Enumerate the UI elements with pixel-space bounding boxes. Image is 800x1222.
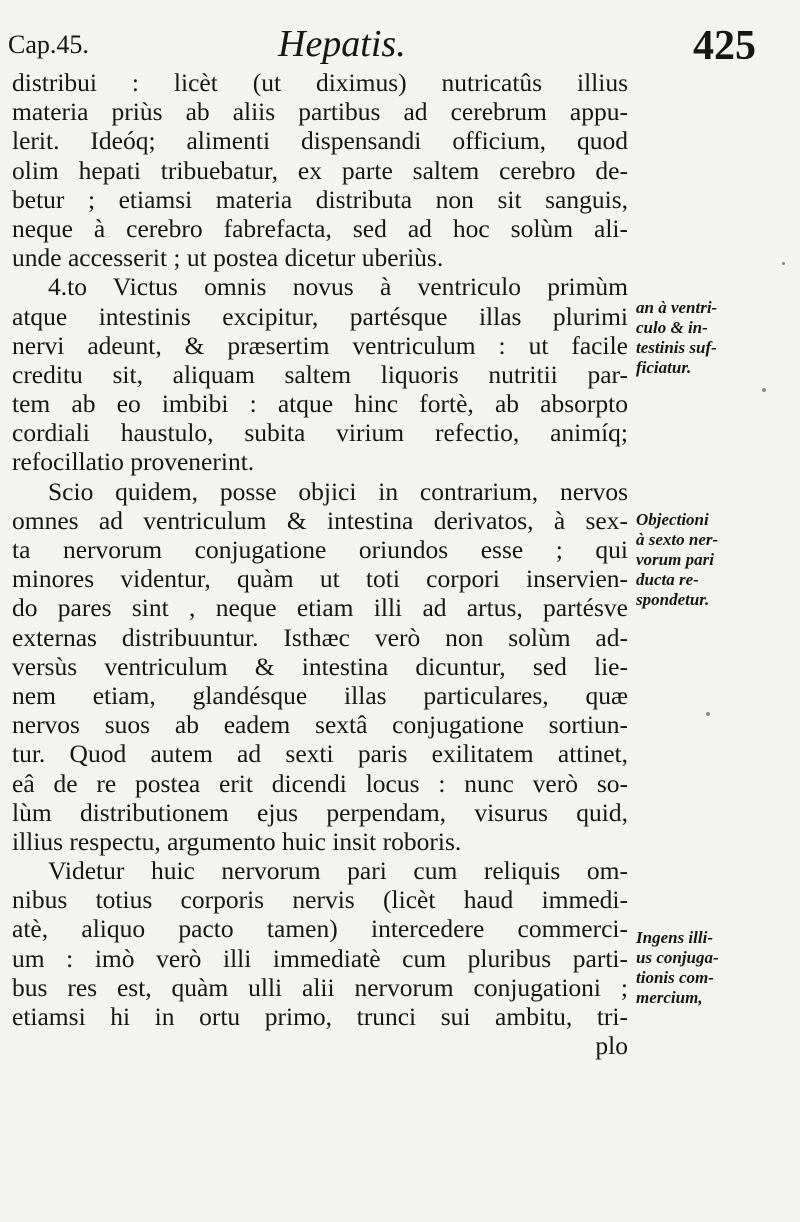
text-line: cordiali haustulo, subita virium refectio, animíq;: [12, 418, 628, 448]
text-line: Scio quidem, posse objici in contrarium, nervos: [48, 476, 628, 506]
margin-note-line: us conjuga-: [636, 948, 719, 967]
text-line: bus res est, quàm ulli alii nervorum conjugationi ;: [12, 972, 628, 1002]
catchword: plo: [595, 1031, 628, 1061]
text-line: illius respectu, argumento huic insit roboris.: [12, 826, 462, 856]
margin-note-line: Objectioni: [636, 510, 709, 529]
margin-note-line: mercium,: [636, 988, 703, 1007]
text-line: 4.to Victus omnis novus à ventriculo primùm: [48, 272, 628, 302]
text-line: nem etiam, glandésque illas particulares, quæ: [12, 680, 628, 710]
margin-note-line: an à ventri-: [636, 298, 718, 317]
margin-note-line: testinis suf-: [636, 338, 717, 357]
running-header: [8, 22, 768, 72]
text-line: tur. Quod autem ad sexti paris exilitatem attinet,: [12, 739, 628, 769]
text-line: ta nervorum conjugatione oriundos esse ; qui: [12, 535, 628, 564]
margin-note-line: tionis com-: [636, 968, 714, 987]
ink-speck: [762, 388, 766, 392]
text-line: versùs ventriculum & intestina dicuntur, sed lie-: [12, 651, 628, 681]
text-line: atè, aliquo pacto tamen) intercedere commerci-: [12, 914, 628, 944]
margin-note-objectioni: [636, 510, 796, 610]
page-number: 425: [693, 23, 756, 69]
text-line: um : imò verò illi immediatè cum pluribus parti-: [12, 943, 628, 973]
ink-speck: [706, 712, 710, 716]
text-line: etiamsi hi in ortu primo, trunci sui ambitu, tri-: [12, 1002, 628, 1031]
margin-note-line: Ingens illi-: [636, 928, 713, 947]
text-line: lùm distributionem ejus perpendam, visurus quid,: [12, 797, 628, 827]
text-line: eâ de re postea erit dicendi locus : nunc verò so-: [12, 768, 628, 798]
text-line: refocillatio provenerint.: [12, 447, 255, 477]
text-line: materia priùs ab aliis partibus ad cerebrum appu-: [12, 97, 628, 127]
text-line: Videtur huic nervorum pari cum reliquis om-: [48, 856, 628, 886]
text-line: nervi adeunt, & præsertim ventriculum : ut facile: [12, 330, 628, 360]
text-line: nervos suos ab eadem sextâ conjugatione sortiun-: [12, 710, 628, 740]
running-title: Hepatis.: [278, 23, 406, 65]
chapter-label: Cap.45.: [8, 30, 89, 59]
margin-note-ventriculo: [636, 298, 796, 378]
text-line: distribui : licèt (ut diximus) nutricatûs illius: [12, 68, 628, 97]
text-line: unde accesserit ; ut postea dicetur uberiùs.: [12, 243, 444, 273]
margin-note-line: vorum pari: [636, 550, 714, 569]
main-text: [12, 68, 628, 1060]
text-line: betur ; etiamsi materia distributa non sit sanguis,: [12, 184, 628, 214]
text-line: nibus totius corporis nervis (licèt haud immedi-: [12, 885, 628, 915]
text-line: tem ab eo imbibi : atque hinc fortè, ab absorpto: [12, 389, 628, 419]
margin-note-commercium: [636, 928, 796, 1008]
ink-speck: [782, 262, 785, 265]
text-line: omnes ad ventriculum & intestina derivatos, à sex-: [12, 505, 628, 535]
margin-note-line: ducta re-: [636, 570, 699, 589]
text-line: creditu sit, aliquam saltem liquoris nutritii par-: [12, 359, 628, 389]
margin-note-line: culo & in-: [636, 318, 708, 337]
text-line: neque à cerebro fabrefacta, sed ad hoc solùm ali-: [12, 213, 628, 243]
text-line: externas distribuuntur. Isthæc verò non solùm ad-: [12, 622, 628, 652]
margin-note-line: ficiatur.: [636, 358, 692, 377]
text-line: atque intestinis excipitur, partésque illas plurimi: [12, 301, 628, 331]
margin-note-line: à sexto ner-: [636, 530, 719, 549]
text-line: minores videntur, quàm ut toti corpori inservien-: [12, 564, 628, 594]
text-line: do pares sint , neque etiam illi ad artus, partésve: [12, 593, 628, 623]
text-line: lerit. Ideóq; alimenti dispensandi officium, quod: [12, 126, 628, 156]
text-line: olim hepati tribuebatur, ex parte saltem cerebro de-: [12, 155, 628, 185]
margin-note-line: spondetur.: [636, 590, 710, 609]
